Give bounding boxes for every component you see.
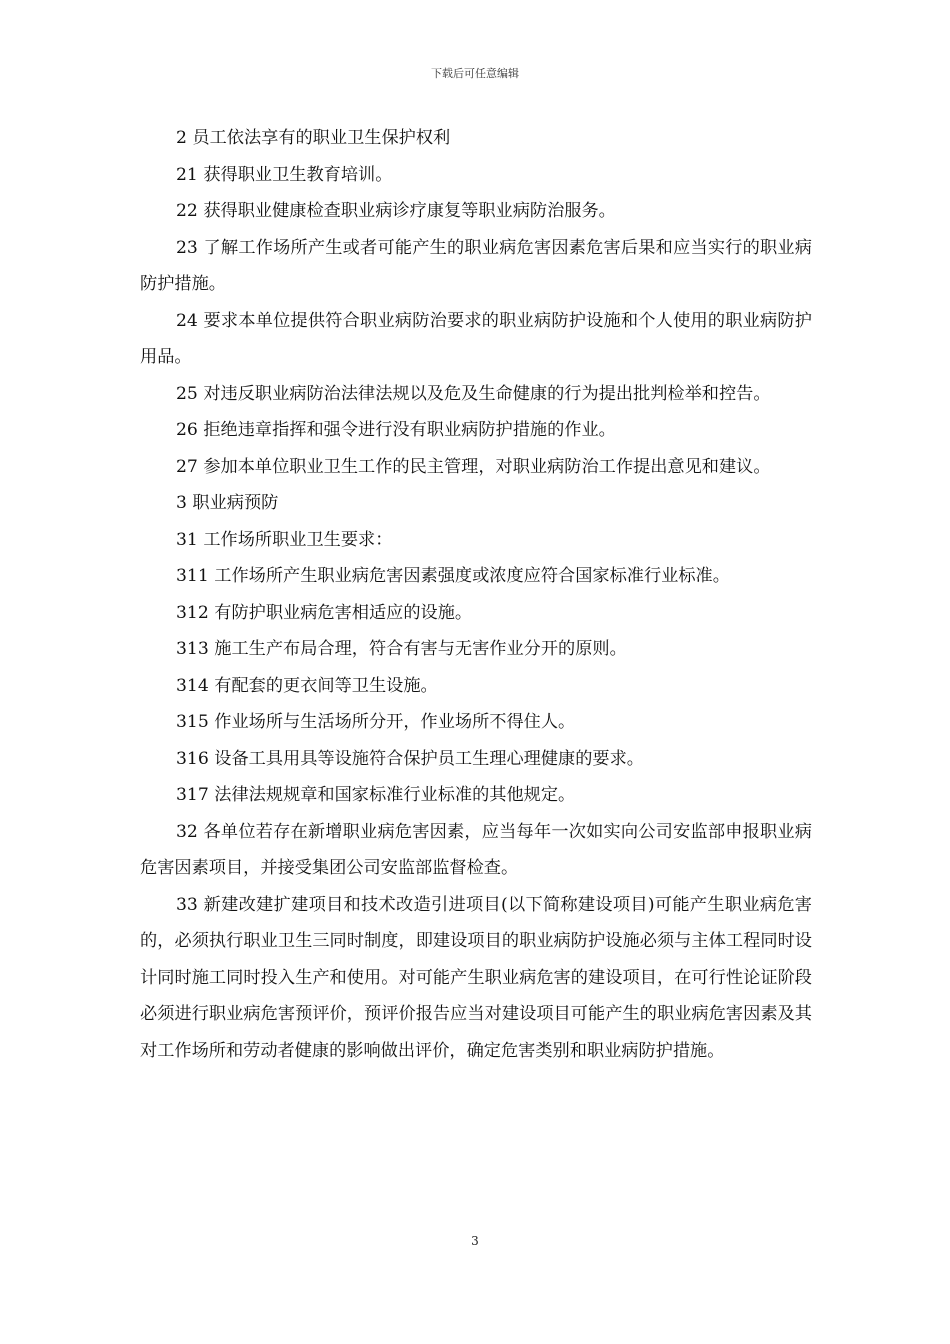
paragraph-3-1-6: 316 设备工具用具等设施符合保护员工生理心理健康的要求。 [176, 748, 644, 769]
page-header: 下载后可任意编辑 [431, 67, 519, 80]
paragraph-2-7: 27 参加本单位职业卫生工作的民主管理，对职业病防治工作提出意见和建议。 [176, 456, 771, 477]
paragraph-2-5: 25 对违反职业病防治法律法规以及危及生命健康的行为提出批判检举和控告。 [176, 383, 771, 404]
paragraph-3-2: 32 各单位若存在新增职业病危害因素，应当每年一次如实向公司安监部申报职业病危害因素项目，并接受集团公司安监部监督检查。 [140, 821, 812, 878]
paragraph-3-1-4: 314 有配套的更衣间等卫生设施。 [176, 675, 438, 696]
section-2-heading: 2 员工依法享有的职业卫生保护权利 [176, 128, 451, 148]
paragraph-2-1: 21 获得职业卫生教育培训。 [176, 164, 393, 185]
paragraph-3-1-5: 315 作业场所与生活场所分开，作业场所不得住人。 [176, 712, 576, 732]
paragraph-3-1-3: 313 施工生产布局合理，符合有害与无害作业分开的原则。 [176, 639, 627, 659]
paragraph-2-3: 23 了解工作场所产生或者可能产生的职业病危害因素危害后果和应当实行的职业病防护措施。 [140, 237, 812, 294]
document-body [140, 120, 812, 1069]
paragraph-2-4: 24 要求本单位提供符合职业病防治要求的职业病防护设施和个人使用的职业病防护用品。 [140, 310, 812, 367]
paragraph-3-3: 33 新建改建扩建项目和技术改造引进项目(以下简称建设项目)可能产生职业病危害的，必须执行职业卫生三同时制度，即建设项目的职业病防护设施必须与主体工程同时设计同时施工同时投入生产和使用。对可能产生职业病危害的建设项目，在可行性论证阶段必须进行职业病危害预评价，预评价报告应当对建设项目可能产生的职业病危害因素及其对工作场所和劳动者健康的影响做出评价，确定危害类别和职业病防护措施。 [140, 894, 812, 1061]
paragraph-3-1-7: 317 法律法规规章和国家标准行业标准的其他规定。 [176, 785, 576, 805]
paragraph-2-2: 22 获得职业健康检查职业病诊疗康复等职业病防治服务。 [176, 201, 616, 221]
section-3-heading: 3 职业病预防 [176, 493, 279, 513]
paragraph-2-6: 26 拒绝违章指挥和强令进行没有职业病防护措施的作业。 [176, 420, 616, 440]
paragraph-3-1-1: 311 工作场所产生职业病危害因素强度或浓度应符合国家标准行业标准。 [176, 566, 730, 586]
paragraph-3-1: 31 工作场所职业卫生要求： [176, 529, 393, 550]
page-number: 3 [471, 1234, 479, 1248]
paragraph-3-1-2: 312 有防护职业病危害相适应的设施。 [176, 602, 473, 623]
